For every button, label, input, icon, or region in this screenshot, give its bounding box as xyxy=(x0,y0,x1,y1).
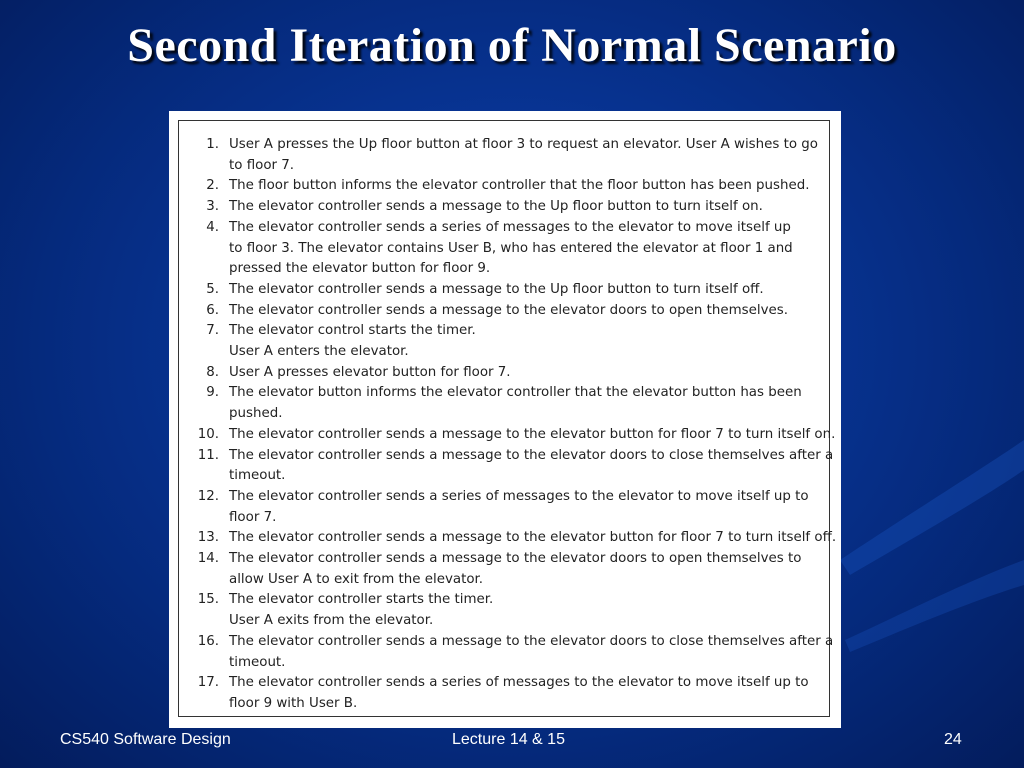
step-text-line: timeout. xyxy=(229,654,286,670)
step-text-line: pushed. xyxy=(229,406,283,422)
step-text-line: The elevator controller sends a message to the Up floor button to turn itself off. xyxy=(229,281,764,297)
step-number: 17. xyxy=(197,675,219,691)
footer-lecture: Lecture 14 & 15 xyxy=(452,731,565,748)
step-text-line: pressed the elevator button for floor 9. xyxy=(229,261,491,277)
scenario-step xyxy=(179,135,829,176)
step-number: 13. xyxy=(197,530,219,546)
scenario-step xyxy=(179,446,834,487)
scenario-document xyxy=(169,111,841,728)
step-text-line: The elevator controller starts the timer. xyxy=(229,592,494,608)
scenario-step xyxy=(179,176,829,197)
step-text-line: User A enters the elevator. xyxy=(229,344,409,360)
step-text-line: The elevator controller sends a message to the elevator doors to open themselves. xyxy=(229,302,788,318)
step-text-line: floor 7. xyxy=(229,509,277,525)
step-text-line: The floor button informs the elevator controller that the floor button has been pushed. xyxy=(229,178,810,194)
step-text-line: The elevator controller sends a series of messages to the elevator to move itself up to xyxy=(229,488,809,504)
scenario-step xyxy=(179,218,829,280)
footer-page-number: 24 xyxy=(944,731,962,748)
step-text-line: to floor 3. The elevator contains User B, who has entered the elevator at floor 1 and xyxy=(229,240,793,256)
step-text-line: The elevator controller sends a series of messages to the elevator to move itself up xyxy=(229,219,791,235)
step-number: 14. xyxy=(197,551,219,567)
step-number: 1. xyxy=(206,137,219,152)
step-number: 4. xyxy=(206,219,219,235)
step-number: 5. xyxy=(206,281,219,297)
scenario-step xyxy=(179,487,829,528)
step-number: 2. xyxy=(206,178,219,194)
scenario-step xyxy=(179,632,834,673)
scenario-border xyxy=(178,120,837,717)
step-text-line: The elevator controller sends a message to the elevator button for floor 7 to turn itself on. xyxy=(229,426,836,442)
step-number: 15. xyxy=(197,592,219,608)
slide-title: Second Iteration of Normal Scenario xyxy=(127,19,897,72)
scenario-step xyxy=(179,673,829,714)
step-text-line: floor 9 with User B. xyxy=(229,695,358,711)
step-number: 12. xyxy=(197,488,219,504)
step-text-line: The elevator controller sends a message to the elevator doors to close themselves after a xyxy=(229,447,834,463)
step-text-line: The elevator controller sends a message to the Up floor button to turn itself on. xyxy=(229,199,763,215)
scenario-step xyxy=(179,363,829,384)
step-number: 6. xyxy=(206,302,219,318)
scenario-step xyxy=(179,321,829,362)
step-text-line: User A presses the Up floor button at floor 3 to request an elevator. User A wishes to go xyxy=(229,137,818,152)
scenario-step xyxy=(179,280,829,301)
scenario-step xyxy=(179,528,837,549)
scenario-step xyxy=(179,590,829,631)
step-text-line: The elevator controller sends a series of messages to the elevator to move itself up to xyxy=(229,675,809,691)
step-number: 7. xyxy=(206,323,219,339)
step-text-line: The elevator controller sends a message to the elevator doors to open themselves to xyxy=(229,551,802,567)
step-text-line: The elevator controller sends a message to the elevator doors to close themselves after a xyxy=(229,633,834,649)
step-number: 11. xyxy=(197,447,219,463)
scenario-step xyxy=(179,383,829,424)
step-number: 9. xyxy=(206,385,219,401)
step-text-line: User A exits from the elevator. xyxy=(229,613,434,629)
step-text-line: User A presses elevator button for floor 7. xyxy=(229,364,511,380)
step-text-line: timeout. xyxy=(229,468,286,484)
footer-course: CS540 Software Design xyxy=(60,731,231,748)
step-number: 10. xyxy=(197,426,219,442)
step-text-line: The elevator button informs the elevator controller that the elevator button has been xyxy=(229,385,802,401)
step-number: 8. xyxy=(206,364,219,380)
step-number: 16. xyxy=(197,633,219,649)
scenario-step xyxy=(179,549,829,590)
step-text-line: to floor 7. xyxy=(229,157,295,173)
step-text-line: The elevator controller sends a message to the elevator button for floor 7 to turn itself off. xyxy=(229,530,837,546)
scenario-step xyxy=(179,197,829,218)
step-number: 3. xyxy=(206,199,219,215)
step-text-line: allow User A to exit from the elevator. xyxy=(229,571,484,587)
scenario-step xyxy=(179,301,829,322)
scenario-step xyxy=(179,425,836,446)
step-text-line: The elevator control starts the timer. xyxy=(229,323,476,339)
scenario-steps-list xyxy=(179,135,837,715)
